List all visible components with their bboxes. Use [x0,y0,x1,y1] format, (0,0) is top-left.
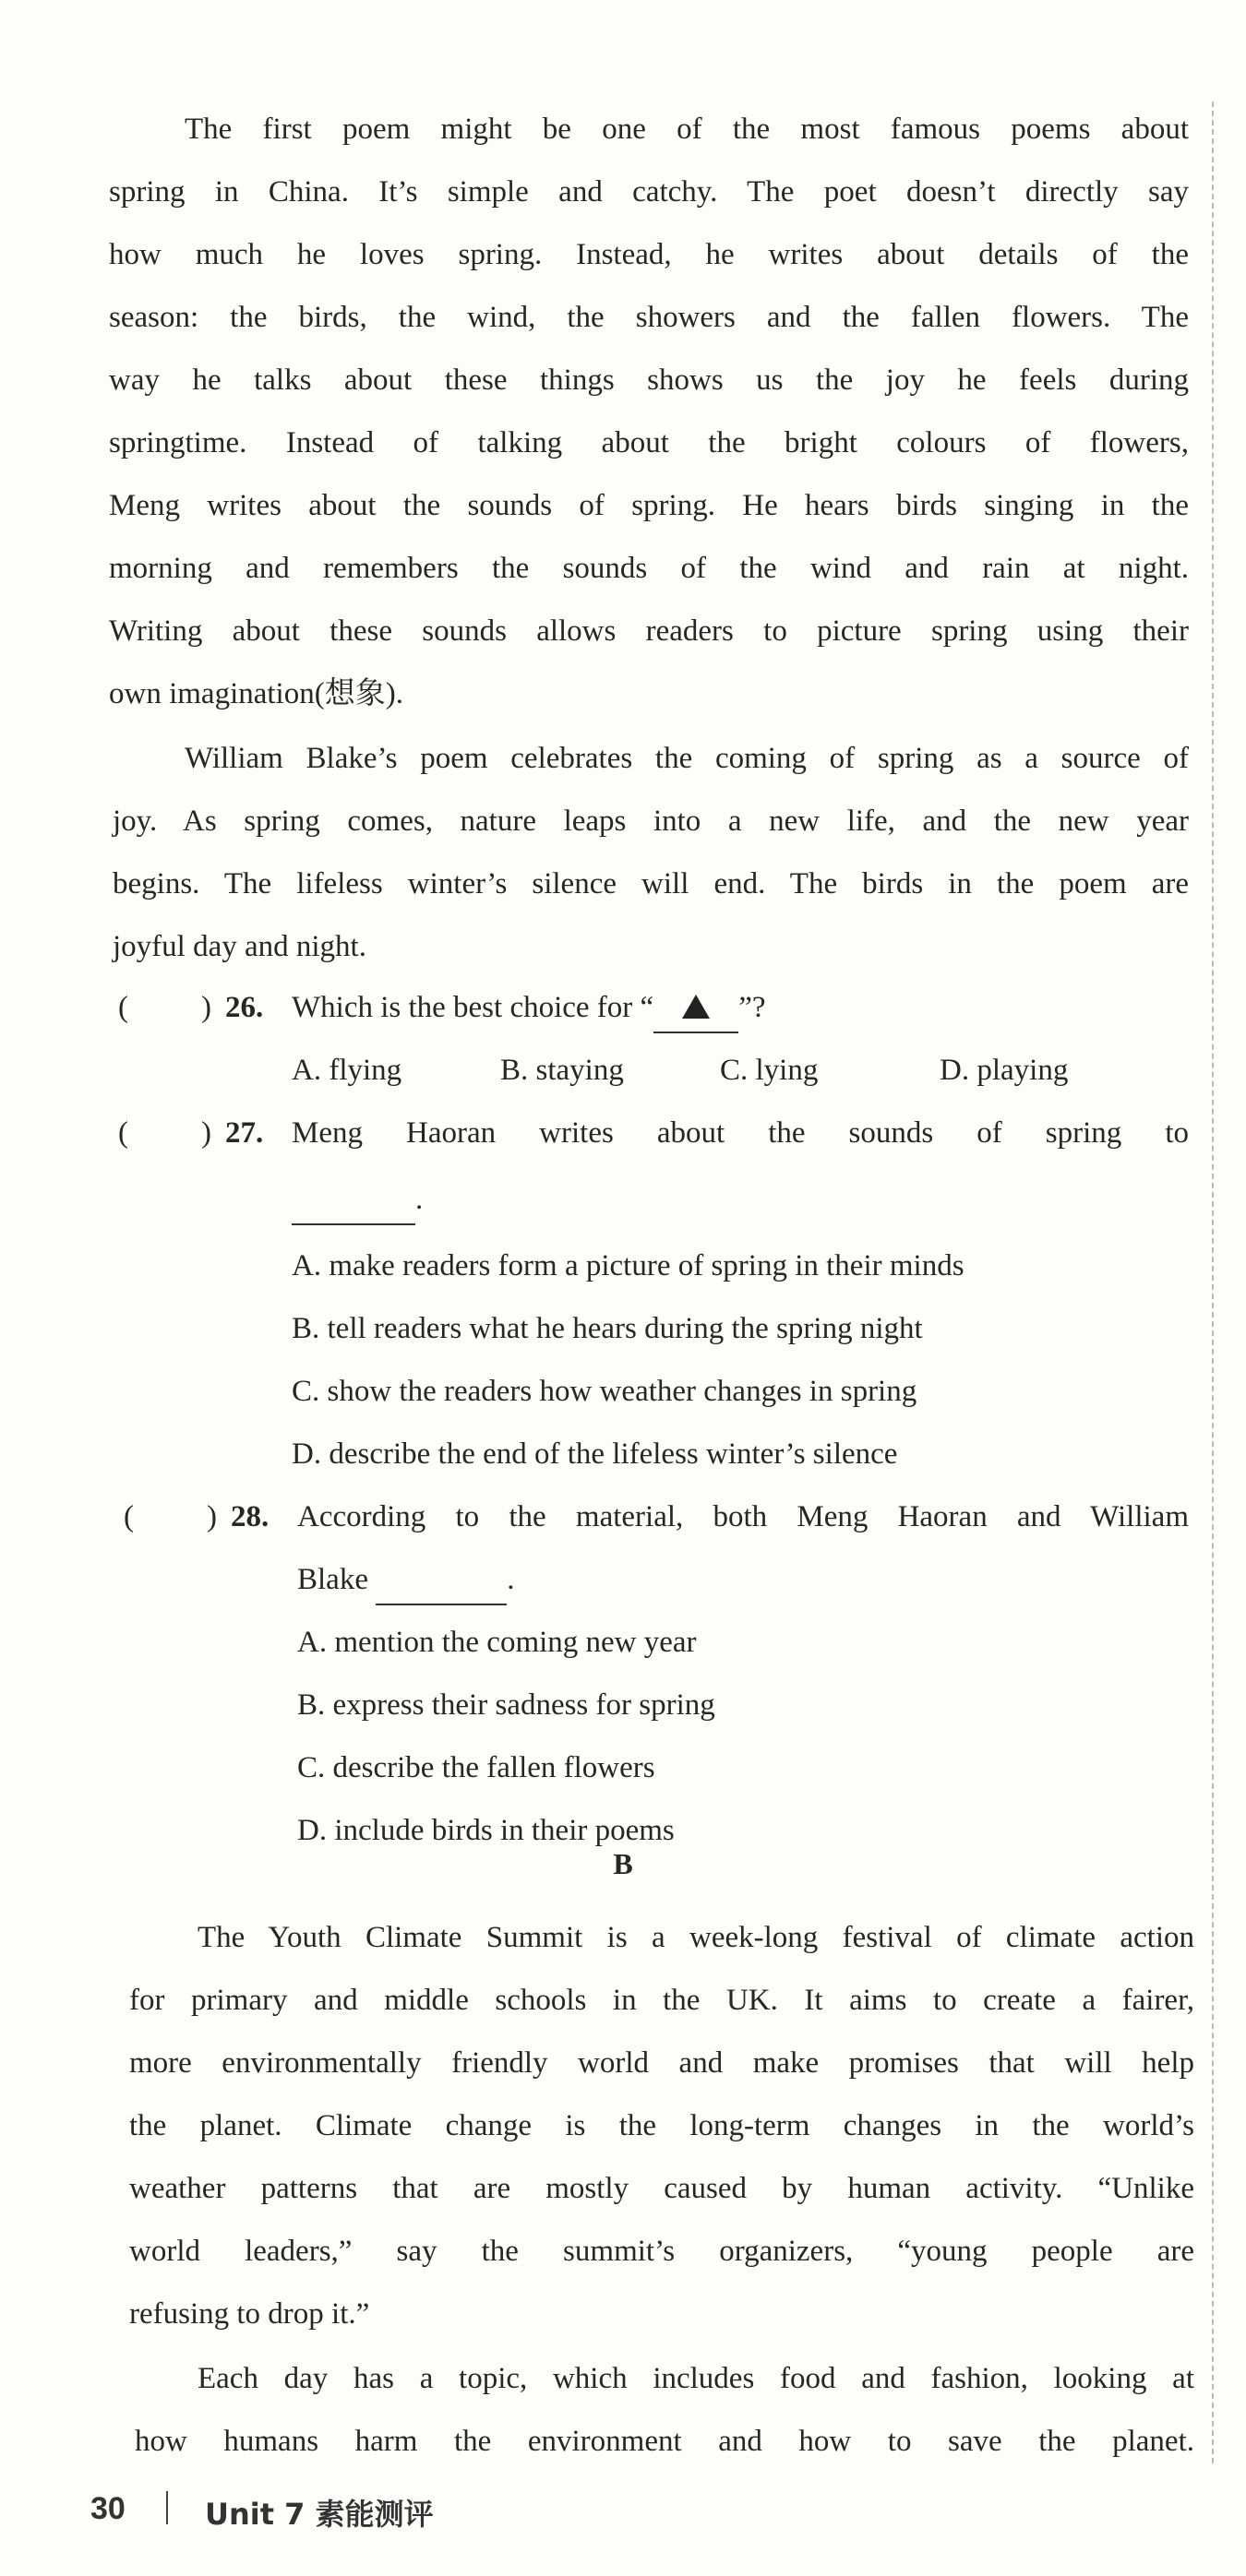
stem-text: Blake [297,1563,368,1596]
answer-paren-open: ( [118,1116,128,1150]
option-d[interactable]: D. include birds in their poems [297,1814,675,1847]
passage-line: Meng writes about the sounds of spring. He hears birds singing in the [109,489,1189,522]
question-stem: Meng Haoran writes about the sounds of spring to [292,1116,1189,1150]
option-a[interactable]: A. make readers form a picture of spring in their minds [292,1249,964,1282]
passage-line: The Youth Climate Summit is a week-long festival of climate action [198,1921,1194,1954]
option-d[interactable]: D. describe the end of the lifeless winter’s silence [292,1437,898,1471]
unit-label: Unit 7 素能测评 [205,2497,434,2532]
passage-line: joyful day and night. [113,930,366,963]
passage-line: joy. As spring comes, nature leaps into a new life, and the new year [113,805,1189,838]
answer-paren-close: ) [201,991,211,1024]
question-number: 28. [231,1500,270,1533]
question-stem [292,989,765,1033]
stem-text: . [507,1563,515,1596]
stem-text: Which is the best choice for “ [292,991,654,1024]
option-b[interactable]: B. tell readers what he hears during the spring night [292,1312,923,1345]
answer-blank[interactable] [653,995,738,1033]
option-c[interactable]: C. lying [720,1054,819,1087]
passage-line: the planet. Climate change is the long-term changes in the world’s [129,2109,1194,2142]
question-number: 26. [225,991,264,1024]
passage-line: season: the birds, the wind, the showers and the fallen flowers. The [109,301,1189,334]
triangle-icon [682,995,710,1019]
section-title: B [613,1847,633,1880]
page-number: 30 [90,2491,126,2526]
question-stem-continued [292,1181,423,1225]
option-d[interactable]: D. playing [940,1054,1069,1087]
passage-line: for primary and middle schools in the UK. It aims to create a fairer, [129,1984,1194,2017]
passage-line: weather patterns that are mostly caused by human activity. “Unlike [129,2172,1194,2205]
passage-line: The first poem might be one of the most famous poems about [185,113,1189,146]
option-a[interactable]: A. flying [292,1054,402,1087]
passage-line: how much he loves spring. Instead, he writes about details of the [109,238,1189,271]
question-stem-continued [297,1561,514,1605]
stem-text: ”? [738,991,766,1024]
passage-line: springtime. Instead of talking about the bright colours of flowers, [109,426,1189,459]
answer-paren-open: ( [118,991,128,1024]
passage-line: begins. The lifeless winter’s silence will end. The birds in the poem are [113,867,1189,900]
passage-line: how humans harm the environment and how to save the planet. [135,2425,1194,2458]
question-stem: According to the material, both Meng Haoran and William [297,1500,1189,1533]
passage-line: world leaders,” say the summit’s organizers, “young people are [129,2235,1194,2268]
question-number: 27. [225,1116,264,1150]
passage-line: more environmentally friendly world and make promises that will help [129,2046,1194,2080]
option-b[interactable]: B. express their sadness for spring [297,1688,715,1722]
passage-line: way he talks about these things shows us the joy he feels during [109,364,1189,397]
answer-blank[interactable] [376,1567,507,1605]
footer-divider [166,2491,168,2524]
answer-paren-close: ) [207,1500,217,1533]
answer-blank[interactable] [292,1187,415,1225]
option-c[interactable]: C. describe the fallen flowers [297,1751,655,1784]
answer-paren-open: ( [124,1500,134,1533]
margin-rule [1212,101,1214,2463]
answer-paren-close: ) [201,1116,211,1150]
passage-line: morning and remembers the sounds of the wind and rain at night. [109,552,1189,585]
option-c[interactable]: C. show the readers how weather changes in spring [292,1375,917,1408]
option-b[interactable]: B. staying [500,1054,624,1087]
passage-line: Writing about these sounds allows readers to picture spring using their [109,614,1189,648]
passage-line: refusing to drop it.” [129,2297,370,2331]
stem-text: . [415,1183,424,1216]
passage-line: own imagination(想象). [109,677,403,710]
option-a[interactable]: A. mention the coming new year [297,1626,697,1659]
passage-line: William Blake’s poem celebrates the coming of spring as a source of [185,742,1189,775]
passage-line: spring in China. It’s simple and catchy. The poet doesn’t directly say [109,175,1189,209]
passage-line: Each day has a topic, which includes food and fashion, looking at [198,2362,1194,2395]
